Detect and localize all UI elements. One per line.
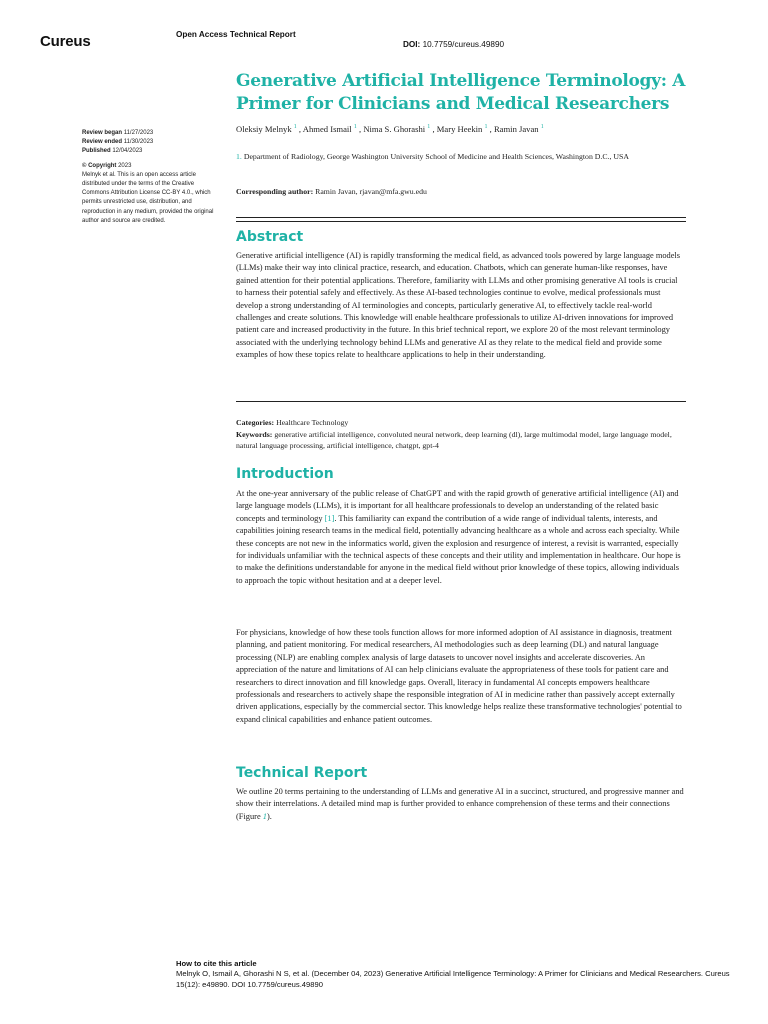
section-divider <box>236 401 686 402</box>
author-name[interactable]: Ramin Javan <box>493 124 539 134</box>
published-label: Published <box>82 148 111 155</box>
review-ended-label: Review ended <box>82 139 123 146</box>
abstract-text: Generative artificial intelligence (AI) is rapidly transforming the medical field, as advanced tools powered by large language models (LLMs) make their way into clinical practice, research, and education. Chatbots, which can generate human-like responses, have gained attention for their potential applications. Therefore, familiarity with LLMs and other promising generative AI tools is crucial to harness their potential safely and effectively. As these AI-based technologies continue to evolve, medical professionals must develop a strong understanding of AI terminologies and concepts, particularly generative AI, to effectively tackle real-world challenges and create solutions. This knowledge will enable healthcare professionals to utilize AI-driven innovations for improved patient care and increased productivity in the future. In this brief technical report, we explore 20 of the most relevant terminology associated with the underlying technology behind LLMs and generative AI as they relate to the medical field and provide some examples of how these topics relate to healthcare applications to help in their understanding. <box>236 251 681 360</box>
affiliation-text: Department of Radiology, George Washington University School of Medicine and Health Sciences, Washington D.C., USA <box>243 152 630 161</box>
keywords-value: generative artificial intelligence, convoluted neural network, deep learning (dl), large multimodal model, large language model, natural language processing, artificial intelligence, chatgpt, gpt-4 <box>236 429 672 450</box>
corresponding-label: Corresponding author: <box>236 187 314 196</box>
corresponding-value[interactable]: Ramin Javan, rjavan@mfa.gwu.edu <box>315 187 427 196</box>
affiliation <box>236 151 696 162</box>
doi-value[interactable]: 10.7759/cureus.49890 <box>422 40 505 49</box>
article-meta-sidebar <box>82 129 222 226</box>
keywords-label: Keywords: <box>236 429 273 439</box>
paragraph-text: We outline 20 terms pertaining to the understanding of LLMs and generative AI in a succinct, structured, and progressive manner and show their interrelations. A detailed mind map is further provided to enhance comprehension of these terms and their connections (Figure <box>236 787 684 821</box>
figure-link[interactable]: 1 <box>262 811 267 821</box>
categories <box>236 417 686 429</box>
categories-keywords <box>236 417 686 452</box>
introduction-heading: Introduction <box>236 466 334 482</box>
section-divider <box>236 221 686 222</box>
author-name[interactable]: Nima S. Ghorashi <box>363 124 426 134</box>
cite-text: Melnyk O, Ismail A, Ghorashi N S, et al. (December 04, 2023) Generative Artificial Intelligence Terminology: A Primer for Clinicians and Medical Researchers. Cureus 15(12): e49890. DOI 10.7759/cureus.49890 <box>176 969 730 989</box>
author-name[interactable]: Oleksiy Melnyk <box>236 124 292 134</box>
doi-label: DOI: <box>403 40 421 49</box>
technical-report-heading: Technical Report <box>236 765 368 781</box>
keywords <box>236 429 686 452</box>
review-began <box>82 129 222 138</box>
copyright <box>82 162 222 171</box>
author-name[interactable]: Ahmed Ismail <box>302 124 352 134</box>
article-type: Open Access Technical Report <box>176 30 296 39</box>
section-divider <box>236 217 686 218</box>
author-affiliation-ref[interactable]: 1 <box>353 124 357 131</box>
introduction-paragraph-1 <box>236 488 686 587</box>
license-text: Melnyk et al. This is an open access article distributed under the terms of the Creative Commons Attribution License CC-BY 4.0., which permits unrestricted use, distribution, and reproduction in any medium, provided the original author and source are credited. <box>82 171 214 224</box>
copyright-year: 2023 <box>118 162 132 169</box>
author-affiliation-ref[interactable]: 1 <box>293 124 297 131</box>
abstract-heading: Abstract <box>236 229 304 245</box>
author-name[interactable]: Mary Heekin <box>436 124 483 134</box>
published-date: 12/04/2023 <box>112 148 143 155</box>
introduction-paragraph-2: For physicians, knowledge of how these tools function allows for more informed adoption of AI assistance in diagnosis, treatment planning, and patient monitoring. For medical researchers, AI methodologies such as deep learning (DL) and natural language processing (NLP) are enabling complex analysis of large datasets to uncover novel insights and accelerate discoveries. An appreciation of the nature and limitations of AI can help clinicians evaluate the appropriateness of these tools for patient care and researchers to direct innovation and fill knowledge gaps. Overall, literacy in fundamental AI concepts empowers healthcare professionals and researchers to actively shape the responsible integration of AI in medicine rather than passively accept externally driven applications, especially by the commercial sector. This knowledge helps realize these transformative technologies' potential to expand clinical capabilities and enhance patient outcomes. <box>236 628 682 724</box>
published <box>82 147 222 156</box>
corresponding-author <box>236 187 427 196</box>
review-ended <box>82 138 222 147</box>
cite-heading: How to cite this article <box>176 959 257 968</box>
paper-title: Generative Artificial Intelligence Terminology: A Primer for Clinicians and Medical Researchers <box>236 71 686 114</box>
citation-link[interactable]: [1] <box>324 513 335 523</box>
review-began-label: Review began <box>82 130 123 136</box>
technical-report-paragraph <box>236 786 686 823</box>
paragraph-text: At the one-year anniversary of the public release of ChatGPT and with the rapid growth of generative artificial intelligence (AI) and large language models (LLMs), it is important for all healthcare professionals to develop an understanding of the related basic concepts and terminology <box>236 489 679 523</box>
author-affiliation-ref[interactable]: 1 <box>540 124 544 131</box>
paragraph-text: . This familiarity can expand the contribution of a wide range of individual talents, interests, and capabilities joining research teams in the medical field, potentially advancing healthcare as a whole and across each specialty. While these concepts are not new in the informatics world, given the explosion and resurgence of interest, a revisit is warranted, especially for individuals unfamiliar with the technical aspects of these concepts and their utility and implementation in healthcare. Our hope is to make the definitions understandable for anyone in the medical field without prior knowledge of these topics, allowing individuals to approach the topic without hesitation and at a deeper level. <box>236 513 681 585</box>
affiliation-number: 1. <box>236 152 242 161</box>
journal-logo: Cureus <box>40 33 91 50</box>
paragraph-text: ). <box>266 811 272 821</box>
copyright-label: © Copyright <box>82 162 117 169</box>
categories-label: Categories: <box>236 418 275 427</box>
author-list: Oleksiy Melnyk $^1$ , Ahmed Ismail $^1$ , Nima S. Ghorashi $^1$ , Mary Heekin $^1$ , Ramin Javan $^1$ <box>236 124 544 134</box>
author-affiliation-ref[interactable]: 1 <box>427 124 431 131</box>
header-doi[interactable] <box>403 40 504 49</box>
review-ended-date: 11/30/2023 <box>123 139 154 146</box>
categories-value[interactable]: Healthcare Technology <box>276 418 349 427</box>
review-began-date: 11/27/2023 <box>123 130 154 136</box>
author-affiliation-ref[interactable]: 1 <box>484 124 488 131</box>
